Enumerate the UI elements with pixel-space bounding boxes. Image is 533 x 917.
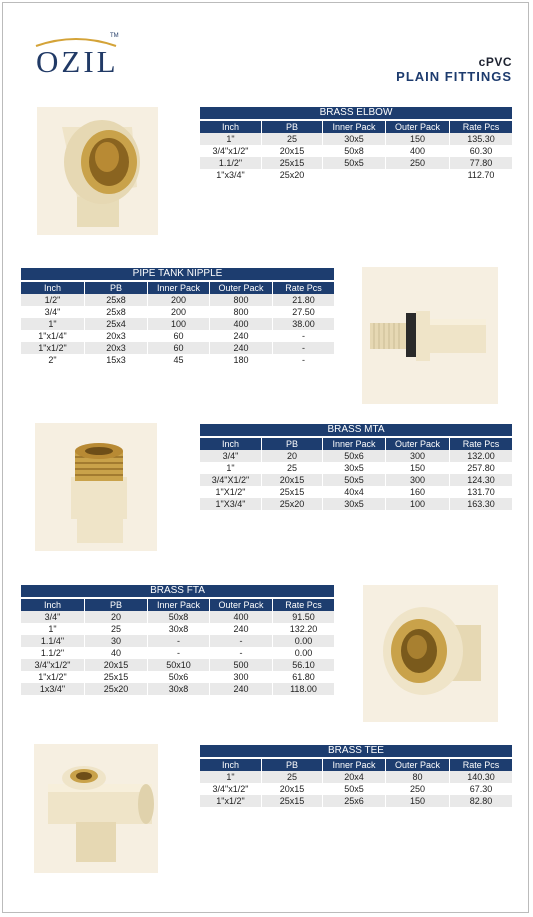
pipe-tank-nipple-photo: [362, 267, 498, 404]
cell-inner-pack: 30x5: [322, 498, 385, 510]
col-inch-header: Inch: [21, 599, 84, 611]
cell-inner-pack: 50x6: [168, 672, 189, 682]
cell-pb: 25x15: [279, 487, 305, 497]
cell-inch: 3/4": [21, 611, 84, 623]
table-title: PIPE TANK NIPPLE: [21, 268, 334, 280]
cell-inner-pack: 200: [170, 307, 187, 317]
table-row: [200, 795, 512, 807]
cell-outer-pack: 300: [233, 672, 249, 682]
cell-rate: 27.50: [292, 307, 315, 317]
brand-trademark: TM: [110, 33, 119, 39]
cell-outer-pack: 250: [409, 784, 426, 794]
cell-rate: 0.00: [294, 648, 313, 658]
cell-pb: 25x8: [106, 307, 126, 317]
cell-pb: 25x20: [84, 683, 147, 695]
cell-inner-pack: 30x8: [147, 683, 209, 695]
col-pb-header: PB: [261, 438, 322, 450]
cell-inch: 1": [21, 318, 84, 330]
cell-pb: 20x15: [279, 146, 305, 156]
cell-rate: 124.30: [449, 474, 512, 486]
cell-outer-pack: 80: [385, 771, 449, 783]
cell-inch: 1"x1/2": [21, 342, 84, 354]
cell-pb: 25x15: [103, 672, 129, 682]
cell-pb: 40: [110, 648, 121, 658]
cell-rate: 112.70: [467, 170, 495, 180]
table-title: BRASS MTA: [200, 424, 512, 436]
brass-elbow-photo: [37, 107, 158, 235]
cell-inner-pack: 50x8: [344, 146, 364, 156]
cell-pb: 20x15: [261, 474, 322, 486]
table-row: [200, 145, 512, 157]
cell-inch: 1": [200, 771, 261, 783]
col-pb-header: PB: [84, 599, 147, 611]
col-pb-header: PB: [261, 121, 322, 133]
cell-pb: 20x15: [84, 659, 147, 671]
table-header-row: [21, 599, 334, 611]
table-row: [200, 157, 512, 169]
cell-outer-pack: 300: [385, 474, 449, 486]
table-title: BRASS TEE: [200, 745, 512, 757]
cell-inch: 1"X3/4": [200, 498, 261, 510]
cell-inner-pack: 100: [147, 318, 209, 330]
cell-inner-pack: 50x6: [322, 450, 385, 462]
table-title: BRASS ELBOW: [200, 107, 512, 119]
cell-rate: -: [302, 331, 305, 341]
cell-pb: 15x3: [106, 355, 126, 365]
cell-pb: 20x15: [279, 784, 305, 794]
cell-rate: 257.80: [467, 463, 495, 473]
cell-rate: 91.50: [272, 611, 334, 623]
cell-inner-pack: 50x5: [322, 474, 385, 486]
col-rate-header: Rate Pcs: [272, 599, 334, 611]
cell-inch: 1": [48, 624, 57, 634]
cell-rate: 82.80: [449, 795, 512, 807]
cell-outer-pack: 180: [233, 355, 249, 365]
cell-pb: 25: [286, 463, 297, 473]
cell-outer-pack: 150: [385, 795, 449, 807]
col-outer-pack-header: Outer Pack: [385, 438, 449, 450]
cell-pb: 20: [261, 450, 322, 462]
cell-rate: 118.00: [272, 683, 334, 695]
table-title: BRASS FTA: [21, 585, 334, 597]
col-outer-pack-header: Outer Pack: [209, 599, 272, 611]
cell-inch: 1"x1/4": [38, 331, 67, 341]
col-inch-header: Inch: [200, 759, 261, 771]
table-row: [200, 450, 512, 462]
cell-inch: 3/4"x1/2": [212, 146, 249, 156]
table-row: [21, 306, 334, 318]
cell-inner-pack: 40x4: [344, 487, 364, 497]
cell-outer-pack: 400: [209, 318, 272, 330]
col-rate-header: Rate Pcs: [272, 282, 334, 294]
col-outer-pack-header: Outer Pack: [209, 282, 272, 294]
cell-pb: 25: [261, 771, 322, 783]
cell-inner-pack: 45: [173, 355, 184, 365]
pipe-tank-nipple-table: [21, 268, 334, 366]
col-inner-pack-header: Inner Pack: [322, 759, 385, 771]
cell-outer-pack: 500: [209, 659, 272, 671]
col-inner-pack-header: Inner Pack: [147, 282, 209, 294]
cell-inch: 1.1/4": [21, 635, 84, 647]
cell-outer-pack: 300: [385, 450, 449, 462]
cell-outer-pack: 250: [385, 157, 449, 169]
header-title: PLAIN FITTINGS: [396, 69, 512, 84]
table-row: [200, 771, 512, 783]
cell-outer-pack: -: [239, 648, 243, 658]
brand-logo: OZIL: [36, 44, 119, 79]
table-row: [21, 647, 334, 659]
brass-fta-photo: [363, 585, 498, 722]
cell-inch: 3/4"x1/2": [21, 659, 84, 671]
table-row: [21, 318, 334, 330]
cell-pb: 20x3: [106, 331, 126, 341]
cell-rate: 77.80: [449, 157, 512, 169]
cell-pb: 30: [84, 635, 147, 647]
table-header-row: [200, 438, 512, 450]
cell-pb: 25x4: [84, 318, 147, 330]
cell-inch: 1": [226, 463, 235, 473]
cell-pb: 20x3: [84, 342, 147, 354]
col-rate-header: Rate Pcs: [449, 759, 512, 771]
cell-outer-pack: 150: [385, 133, 449, 145]
cell-inch: 3/4"X1/2": [200, 474, 261, 486]
col-pb-header: PB: [261, 759, 322, 771]
cell-inch: 1"x1/2": [38, 672, 67, 682]
cell-rate: 132.20: [289, 624, 318, 634]
cell-rate: 163.30: [449, 498, 512, 510]
cell-inch: 1": [200, 133, 261, 145]
table-row: [21, 659, 334, 671]
cell-inner-pack: 30x5: [322, 133, 385, 145]
cell-inner-pack: 50x10: [147, 659, 209, 671]
table-row: [200, 169, 512, 181]
cell-rate: 56.10: [272, 659, 334, 671]
cell-inner-pack: 30x5: [344, 463, 364, 473]
col-rate-header: Rate Pcs: [449, 438, 512, 450]
cell-inner-pack: 20x4: [322, 771, 385, 783]
cell-inch: 3/4": [200, 450, 261, 462]
cell-rate: 67.30: [469, 784, 493, 794]
cell-pb: 25x20: [279, 170, 305, 180]
cell-pb: 25: [261, 133, 322, 145]
cell-outer-pack: 240: [233, 331, 249, 341]
table-row: [200, 133, 512, 145]
brass-tee-table: [200, 745, 512, 807]
col-inch-header: Inch: [21, 282, 84, 294]
table-row: [21, 611, 334, 623]
col-outer-pack-header: Outer Pack: [385, 121, 449, 133]
cell-inner-pack: 30x8: [168, 624, 189, 634]
table-row: [21, 635, 334, 647]
table-row: [21, 294, 334, 306]
cell-outer-pack: 160: [409, 487, 426, 497]
col-inch-header: Inch: [200, 438, 261, 450]
cell-outer-pack: 400: [409, 146, 426, 156]
table-row: [200, 498, 512, 510]
brass-elbow-table: [200, 107, 512, 181]
col-pb-header: PB: [84, 282, 147, 294]
col-inner-pack-header: Inner Pack: [322, 121, 385, 133]
cell-inch: 1x3/4": [21, 683, 84, 695]
table-header-row: [21, 282, 334, 294]
cell-rate: 0.00: [272, 635, 334, 647]
table-row: [21, 330, 334, 342]
table-row: [21, 671, 334, 683]
cell-inner-pack: 200: [147, 294, 209, 306]
cell-inch: 1"x1/2": [200, 795, 261, 807]
cell-inner-pack: -: [147, 635, 209, 647]
cell-outer-pack: 240: [209, 683, 272, 695]
cell-inner-pack: 50x8: [147, 611, 209, 623]
cell-rate: 38.00: [272, 318, 334, 330]
cell-rate: 60.30: [469, 146, 493, 156]
cell-rate: 131.70: [467, 487, 495, 497]
cell-outer-pack: 150: [409, 463, 426, 473]
cell-pb: 25x8: [84, 294, 147, 306]
table-row: [200, 462, 512, 474]
cell-rate: 21.80: [272, 294, 334, 306]
table-row: [200, 783, 512, 795]
cell-outer-pack: 240: [233, 624, 249, 634]
col-rate-header: Rate Pcs: [449, 121, 512, 133]
cell-outer-pack: 400: [209, 611, 272, 623]
cell-outer-pack: 240: [209, 342, 272, 354]
col-inner-pack-header: Inner Pack: [147, 599, 209, 611]
table-row: [200, 474, 512, 486]
table-row: [200, 486, 512, 498]
cell-inch: 2": [48, 355, 57, 365]
cell-inch: 1"x3/4": [216, 170, 245, 180]
cell-inner-pack: [322, 169, 385, 181]
table-row: [21, 623, 334, 635]
cell-outer-pack: [385, 169, 449, 181]
cell-inner-pack: 50x5: [344, 784, 364, 794]
cell-pb: 20: [84, 611, 147, 623]
cell-inner-pack: 60: [173, 331, 184, 341]
cell-rate: -: [302, 355, 305, 365]
table-row: [21, 354, 334, 366]
cell-inner-pack: -: [177, 648, 180, 658]
cell-outer-pack: 800: [233, 307, 249, 317]
cell-rate: 61.80: [292, 672, 315, 682]
cell-rate: 135.30: [449, 133, 512, 145]
cell-rate: 132.00: [449, 450, 512, 462]
cell-outer-pack: 800: [209, 294, 272, 306]
brass-mta-table: [200, 424, 512, 510]
col-inner-pack-header: Inner Pack: [322, 438, 385, 450]
table-header-row: [200, 759, 512, 771]
cell-pb: 25: [110, 624, 121, 634]
cell-pb: 25x15: [261, 795, 322, 807]
cell-outer-pack: -: [209, 635, 272, 647]
col-outer-pack-header: Outer Pack: [385, 759, 449, 771]
cell-rate: -: [272, 342, 334, 354]
brass-fta-table: [21, 585, 334, 695]
table-row: [21, 683, 334, 695]
table-header-row: [200, 121, 512, 133]
table-row: [21, 342, 334, 354]
cell-inch: 1.1/2": [40, 648, 65, 658]
cell-pb: 25x15: [261, 157, 322, 169]
cell-inch: 1"X1/2": [215, 487, 246, 497]
cell-inch: 3/4"x1/2": [212, 784, 249, 794]
cell-outer-pack: 100: [385, 498, 449, 510]
cell-inch: 3/4": [44, 307, 61, 317]
brass-tee-photo: [34, 744, 158, 873]
header-category: cPVC: [478, 55, 512, 69]
cell-inch: 1/2": [21, 294, 84, 306]
cell-inner-pack: 60: [147, 342, 209, 354]
cell-inch: 1.1/2": [200, 157, 261, 169]
cell-inner-pack: 50x5: [322, 157, 385, 169]
cell-pb: 25x20: [261, 498, 322, 510]
col-inch-header: Inch: [200, 121, 261, 133]
brass-mta-photo: [35, 423, 157, 551]
cell-rate: 140.30: [449, 771, 512, 783]
cell-inner-pack: 25x6: [322, 795, 385, 807]
